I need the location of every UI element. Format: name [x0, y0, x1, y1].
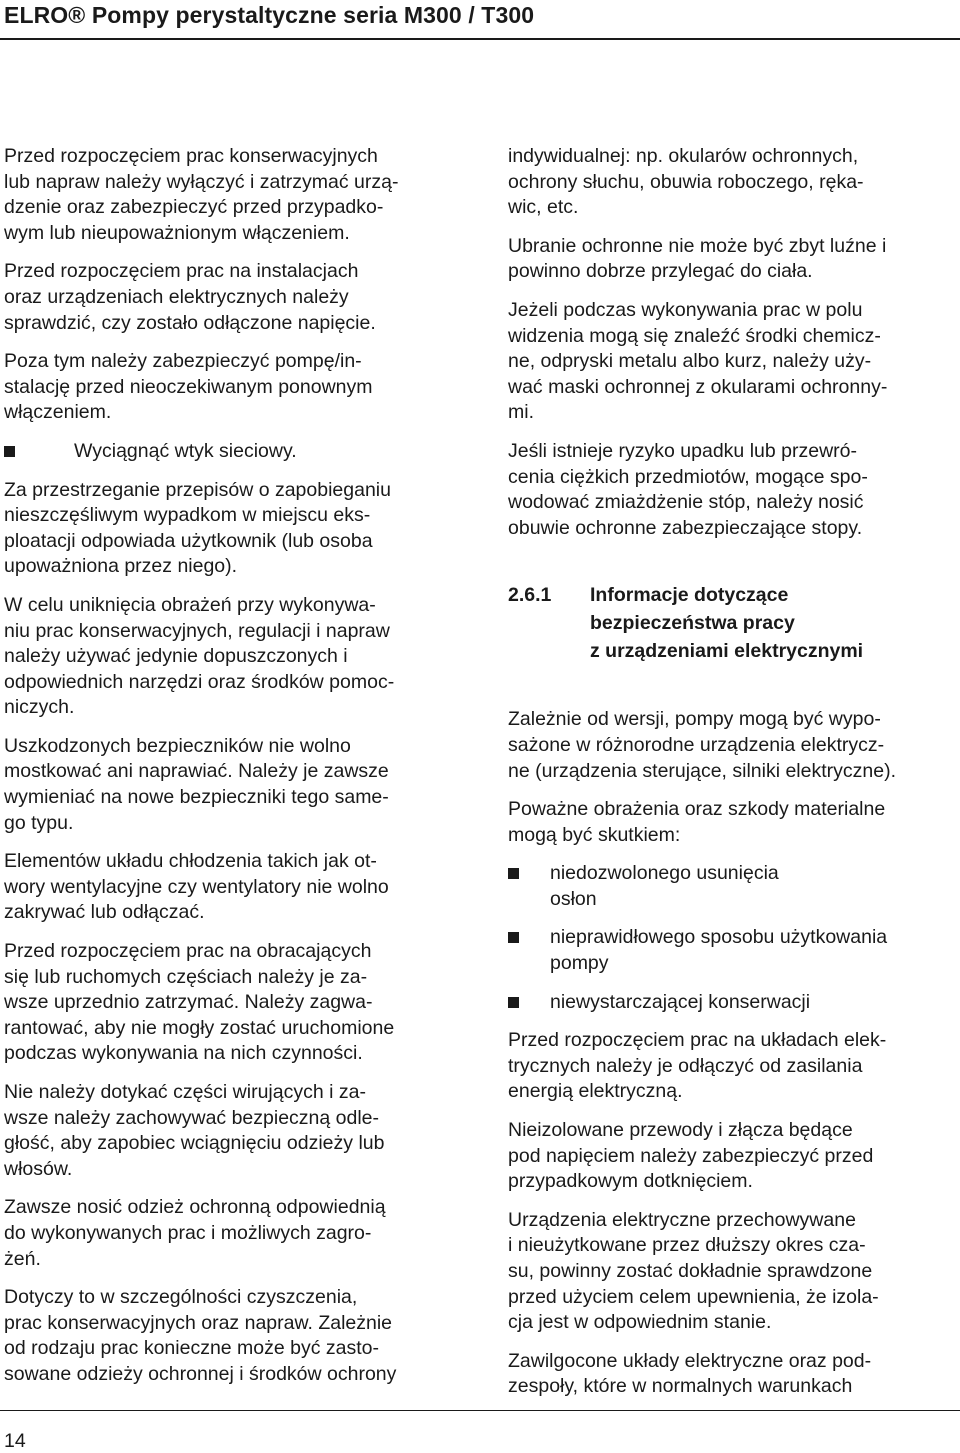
section-title: Informacje dotyczące bezpieczeństwa pracy z urządzeniami elektrycznymi — [590, 584, 864, 663]
paragraph: Za przestrzeganie przepisów o zapobieganiu nieszczęśliwym wypadkom w miejscu eks- ploatacji odpowiada użytkownik (lub osoba upoważniona przez niego). — [4, 478, 391, 578]
document-title: ELRO® Pompy perystaltyczne seria M300 / T300 — [4, 2, 535, 28]
right-column — [508, 144, 960, 1413]
paragraph: Ubranie ochronne nie może być zbyt luźne i powinno dobrze przylegać do ciała. — [508, 234, 887, 283]
bullet-item — [508, 925, 960, 976]
paragraph: Uszkodzonych bezpieczników nie wolno mostkować ani naprawiać. Należy je zawsze wymieniać na nowe bezpieczniki tego samе- go typu. — [4, 734, 389, 834]
paragraph: Nie należy dotykać części wirujących i za- wsze należy zachowywać bezpieczną odle- głość, aby zapobiec wciągnięciu odzieży lub włosów. — [4, 1081, 385, 1180]
section-heading — [508, 581, 960, 665]
bullet-item — [508, 861, 960, 912]
paragraph: Poważne obrażenia oraz szkody materialne mogą być skutkiem: — [508, 798, 886, 846]
section-number: 2.6.1 — [508, 584, 552, 607]
paragraph: Urządzenia elektryczne przechowywane i nieużytkowane przez dłuższy okres cza- su, powinny zostać dokładnie sprawdzone przed użyciem celem upewnienia, że izola- cja jest w odpowiednim stanie. — [508, 1208, 879, 1334]
paragraph: Nieizolowane przewody i złącza będące pod napięciem należy zabezpieczyć przed przypadkowym dotknięciem. — [508, 1119, 874, 1193]
paragraph: Zawilgocone układy elektryczne oraz pod- zespoły, które w normalnych warunkach — [508, 1349, 872, 1398]
paragraph: Przed rozpoczęciem prac konserwacyjnych lub napraw należy wyłączyć i zatrzymać urzą- dzenie oraz zabezpieczyć przed przypadko- wym lub nieupoważnionym włączeniem. — [4, 145, 399, 244]
paragraph: Dotyczy to w szczególności czyszczenia, prac konserwacyjnych oraz napraw. Zależnie od rodzaju prac konieczne może być zasto- sowane odzieży ochronnej i środków ochrony — [4, 1286, 397, 1385]
paragraph: indywidualnej: np. okularów ochronnych, ochrony słuchu, obuwia roboczego, ręka- wic, etc. — [508, 145, 864, 219]
paragraph: Przed rozpoczęciem prac na instalacjach oraz urządzeniach elektrycznych należy sprawdzić, czy zostało odłączone napięcie. — [4, 260, 376, 334]
square-bullet-icon — [4, 446, 15, 457]
paragraph: Przed rozpoczęciem prac na układach elek- trycznych należy je odłączyć od zasilania energią elektryczną. — [508, 1029, 887, 1103]
paragraph: W celu uniknięcia obrażeń przy wykonywa- niu prac konserwacyjnych, regulacji i napraw należy używać jedynie dopuszczonych i odpowiednich narzędzi oraz środków pomoc- niczych. — [4, 593, 395, 719]
left-column — [4, 144, 470, 1401]
square-bullet-icon — [508, 932, 519, 943]
paragraph: Jeśli istnieje ryzyko upadku lub przewró- cenia ciężkich przedmiotów, mogące spo- wodować zmiażdżenie stóp, należy nosić obuwie ochronne zabezpieczające stopy. — [508, 439, 868, 539]
footer-divider — [0, 1410, 960, 1411]
bullet-item — [4, 439, 470, 465]
page-number: 14 — [4, 1430, 26, 1452]
paragraph: Przed rozpoczęciem prac na obracających się lub ruchomych częściach należy je za- wsze uprzednio zatrzymać. Należy zagwa- rantować, aby nie mogły zostać uruchomione podczas wykonywania na nich czynności. — [4, 940, 395, 1065]
bullet-text: niewystarczającej konserwacji — [550, 990, 811, 1013]
paragraph: Jeżeli podczas wykonywania prac w polu widzenia mogą się znaleźć środki chemicz- ne, odpryski metalu albo kurz, należy uży- wać maski ochronnej z okularami ochronny- mi. — [508, 298, 888, 424]
bullet-text: niedozwolonego usunięcia osłon — [550, 862, 779, 910]
paragraph: Poza tym należy zabezpieczyć pompę/in- stalację przed nieoczekiwanym ponownym włączeniem. — [4, 350, 373, 424]
page-header — [0, 0, 960, 40]
square-bullet-icon — [508, 868, 519, 879]
bullet-text: Wyciągnąć wtyk sieciowy. — [74, 439, 297, 462]
bullet-text: nieprawidłowego sposobu użytkowania pompy — [550, 926, 888, 975]
paragraph: Zależnie od wersji, pompy mogą być wypo- sażone w różnorodne urządzenia elektrycz- ne (urządzenia sterujące, silniki elektryczne). — [508, 708, 897, 782]
bullet-item — [508, 990, 960, 1016]
square-bullet-icon — [508, 997, 519, 1008]
paragraph: Elementów układu chłodzenia takich jak ot- wory wentylacyjne czy wentylatory nie wolno zakrywać lub odłączać. — [4, 850, 389, 924]
paragraph: Zawsze nosić odzież ochronną odpowiednią do wykonywanych prac i możliwych zagro- żeń. — [4, 1196, 386, 1270]
